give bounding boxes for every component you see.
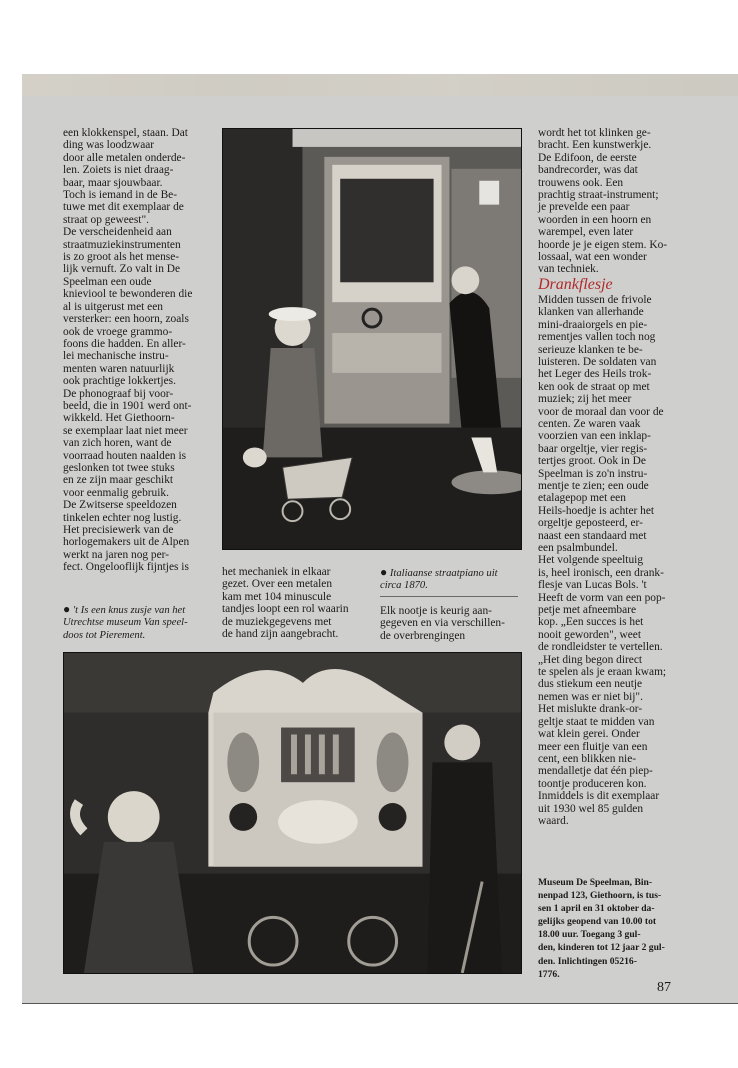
- page-number: 87: [657, 980, 671, 995]
- info-line: den, kinderen tot 12 jaar 2 gul-: [538, 942, 665, 954]
- text-line: De Zwitserse speeldozen: [63, 499, 177, 512]
- text-line: tinkelen echter nog lustig.: [63, 511, 182, 524]
- text-line: voor de moraal dan voor de: [538, 405, 664, 418]
- text-line: warempel, even later: [538, 226, 634, 239]
- text-line: geltje staat te midden van: [538, 715, 655, 728]
- text-line: voor eenmalig gebruik.: [63, 486, 169, 499]
- text-line: De phonograaf bij voor-: [63, 387, 174, 400]
- text-line: baar, maar sjouwbaar.: [63, 176, 163, 189]
- text-line: al is uitgerust met een: [63, 300, 163, 313]
- text-line: knieviool te bewonderen die: [63, 288, 193, 301]
- text-line: naast een standaard met: [538, 529, 647, 542]
- text-line: „Het ding begon direct: [538, 653, 643, 666]
- article-column-1: [63, 127, 211, 574]
- caption-divider: [380, 596, 518, 597]
- text-line: waard.: [538, 814, 569, 827]
- text-line: uit 1930 wel 85 gulden: [538, 802, 644, 815]
- text-line: straat op geweest".: [63, 213, 149, 226]
- text-line: het mechaniek in elkaar: [222, 566, 331, 578]
- text-line: ding was loodzwaar: [63, 139, 155, 152]
- text-line: tandjes loopt een rol waarin: [222, 603, 349, 616]
- text-line: gezet. Over een metalen: [222, 578, 333, 591]
- text-line: is, heel ironisch, een drank-: [538, 566, 664, 579]
- text-line: van zich horen, want de: [63, 437, 172, 450]
- text-line: serieuze klanken te be-: [538, 343, 643, 356]
- text-line: het Leger des Heils trok-: [538, 368, 652, 381]
- text-line: dus stiekum een neutje: [538, 678, 643, 691]
- photo-street-organ: [63, 652, 522, 974]
- street-organ-image: [64, 653, 521, 973]
- text-line: de hand zijn aangebracht.: [222, 628, 339, 641]
- text-line: mentje te zien; een oude: [538, 479, 649, 492]
- text-line: voorzien van een inklap-: [538, 430, 651, 443]
- info-line: 18.00 uur. Toegang 3 gul-: [538, 929, 641, 941]
- text-line: nemen was er niet bij".: [538, 690, 643, 703]
- text-line: kop. „Een succes is het: [538, 616, 644, 629]
- text-line: bandrecorder, was dat: [538, 164, 638, 177]
- text-line: Heils-hoedje is achter het: [538, 504, 655, 517]
- text-line: nooit geworden", weet: [538, 628, 642, 641]
- text-line: tuwe met dit exemplaar de: [63, 201, 184, 214]
- article-column-mid-2: [380, 605, 520, 642]
- museum-info: [538, 876, 688, 981]
- text-line: is zo groot als het mense-: [63, 251, 180, 264]
- text-line: versterker: een hoorn, zoals: [63, 313, 189, 326]
- text-line: de muziekgegevens met: [222, 615, 332, 628]
- text-line: wat klein gerei. Onder: [538, 728, 640, 741]
- text-line: De verscheidenheid aan: [63, 226, 172, 239]
- info-line: sen 1 april en 31 oktober da-: [538, 903, 655, 915]
- section-heading: Drankflesje: [538, 275, 613, 293]
- text-line: door alle metalen onderde-: [63, 151, 186, 164]
- text-line: de overbrengingen: [380, 629, 466, 642]
- text-line: toontje produceren kon.: [538, 777, 647, 790]
- text-line: Het volgende speeltuig: [538, 554, 644, 567]
- text-line: trouwens ook. Een: [538, 176, 624, 189]
- text-line: woorden in een hoorn en: [538, 213, 652, 226]
- text-line: Speelman een oude: [63, 275, 152, 288]
- text-line: luisteren. De soldaten van: [538, 355, 657, 368]
- text-line: se exemplaar laat niet meer: [63, 424, 188, 437]
- text-line: centen. Ze waren vaak: [538, 417, 641, 430]
- text-line: prachtig straat-instrument;: [538, 189, 659, 202]
- text-line: Elk nootje is keurig aan-: [380, 605, 492, 617]
- text-line: meer een fluitje van een: [538, 740, 648, 753]
- text-line: lei mechanische instru-: [63, 350, 169, 363]
- text-line: voorraad houten naalden is: [63, 449, 187, 462]
- text-line: Het precisiewerk van de: [63, 524, 174, 536]
- text-line: te spelen als je eraan kwam;: [538, 666, 667, 679]
- info-line: Museum De Speelman, Bin-: [538, 877, 653, 888]
- photo-caption-2: [380, 566, 520, 593]
- text-line: Speelman is zo'n instru-: [538, 467, 648, 480]
- text-line: len. Zoiets is niet draag-: [63, 164, 174, 177]
- text-line: foons die hadden. En aller-: [63, 337, 186, 350]
- text-line: wordt het tot klinken ge-: [538, 127, 651, 139]
- article-column-3: [538, 127, 688, 827]
- text-line: wikkeld. Het Giethoorn-: [63, 412, 175, 425]
- text-line: muziek; zij het meer: [538, 393, 632, 406]
- text-line: hoorde je je eigen stem. Ko-: [538, 238, 668, 251]
- text-line: Midden tussen de frivole: [538, 293, 652, 306]
- text-line: werkt na jaren nog per-: [63, 548, 170, 561]
- text-line: lossaal, wat een wonder: [538, 251, 647, 264]
- text-line: van techniek.: [538, 263, 599, 276]
- text-line: mendalletje dat één piep-: [538, 765, 653, 778]
- text-line: De Edifoon, de eerste: [538, 151, 637, 164]
- text-line: cent, een blikken nie-: [538, 752, 637, 765]
- bullet-icon: ●: [63, 602, 71, 616]
- text-line: horlogemakers uit de Alpen: [63, 536, 190, 549]
- text-line: je prevelde een paar: [538, 201, 630, 214]
- text-line: orgeltje geposteerd, er-: [538, 517, 643, 530]
- text-line: geslonken tot twee stuks: [63, 461, 175, 474]
- text-line: en ze zijn maar geschikt: [63, 474, 174, 487]
- info-line: gelijks geopend van 10.00 tot: [538, 916, 657, 928]
- photo-caption-1: [63, 603, 211, 642]
- info-line: nenpad 123, Giethoorn, is tus-: [538, 890, 662, 902]
- text-line: straatmuziekinstrumenten: [63, 238, 181, 251]
- text-line: mini-draaiorgels en pie-: [538, 318, 648, 331]
- text-line: rementjes vallen toch nog: [538, 331, 656, 344]
- caption-line: doos tot Pierement.: [63, 629, 146, 641]
- text-line: Inmiddels is dit exemplaar: [538, 790, 660, 803]
- text-line: kam met 104 minuscule: [222, 590, 332, 603]
- text-line: menten waren natuurlijk: [63, 362, 175, 375]
- text-line: etalagepop met een: [538, 492, 626, 505]
- text-line: petje met afneembare: [538, 604, 637, 617]
- text-line: beeld, die in 1901 werd ont-: [63, 399, 192, 412]
- text-line: baar orgeltje, vier regis-: [538, 442, 648, 455]
- text-line: Toch is iemand in de Be-: [63, 189, 178, 202]
- page-bottom-rule: [22, 1003, 738, 1004]
- text-line: een klokkenspel, staan. Dat: [63, 127, 188, 139]
- text-line: ook de vroege grammo-: [63, 325, 173, 338]
- text-line: Het mislukte drank-or-: [538, 703, 643, 716]
- text-line: flesje van Lucas Bols. 't: [538, 579, 647, 592]
- article-column-mid-1: [222, 566, 368, 640]
- caption-line: ● 't Is een knus zusje van het: [63, 602, 186, 616]
- text-line: de rondleidster te vertellen.: [538, 641, 663, 654]
- caption-line: ● Italiaanse straatpiano uit: [380, 565, 498, 579]
- info-line: den. Inlichtingen 05216-: [538, 955, 637, 967]
- text-line: gegeven en via verschillen-: [380, 617, 505, 630]
- bullet-icon: ●: [380, 565, 388, 579]
- street-piano-image: [223, 129, 521, 549]
- text-line: klanken van allerhande: [538, 306, 644, 319]
- text-line: Heeft de vorm van een pop-: [538, 591, 666, 604]
- caption-line: circa 1870.: [380, 580, 428, 592]
- text-line: een psalmbundel.: [538, 542, 618, 554]
- text-line: fect. Ongelooflijk fijntjes is: [63, 561, 189, 574]
- text-line: lijk vernuft. Zo valt in De: [63, 263, 181, 276]
- text-line: ook prachtige lokkertjes.: [63, 375, 176, 388]
- caption-line: Utrechtse museum Van speel-: [63, 617, 188, 629]
- info-line: 1776.: [538, 968, 560, 980]
- text-line: tertjes groot. Ook in De: [538, 455, 646, 468]
- photo-street-piano: [222, 128, 522, 550]
- text-line: ken ook de straat op met: [538, 380, 650, 393]
- text-line: bracht. Een kunstwerkje.: [538, 139, 652, 152]
